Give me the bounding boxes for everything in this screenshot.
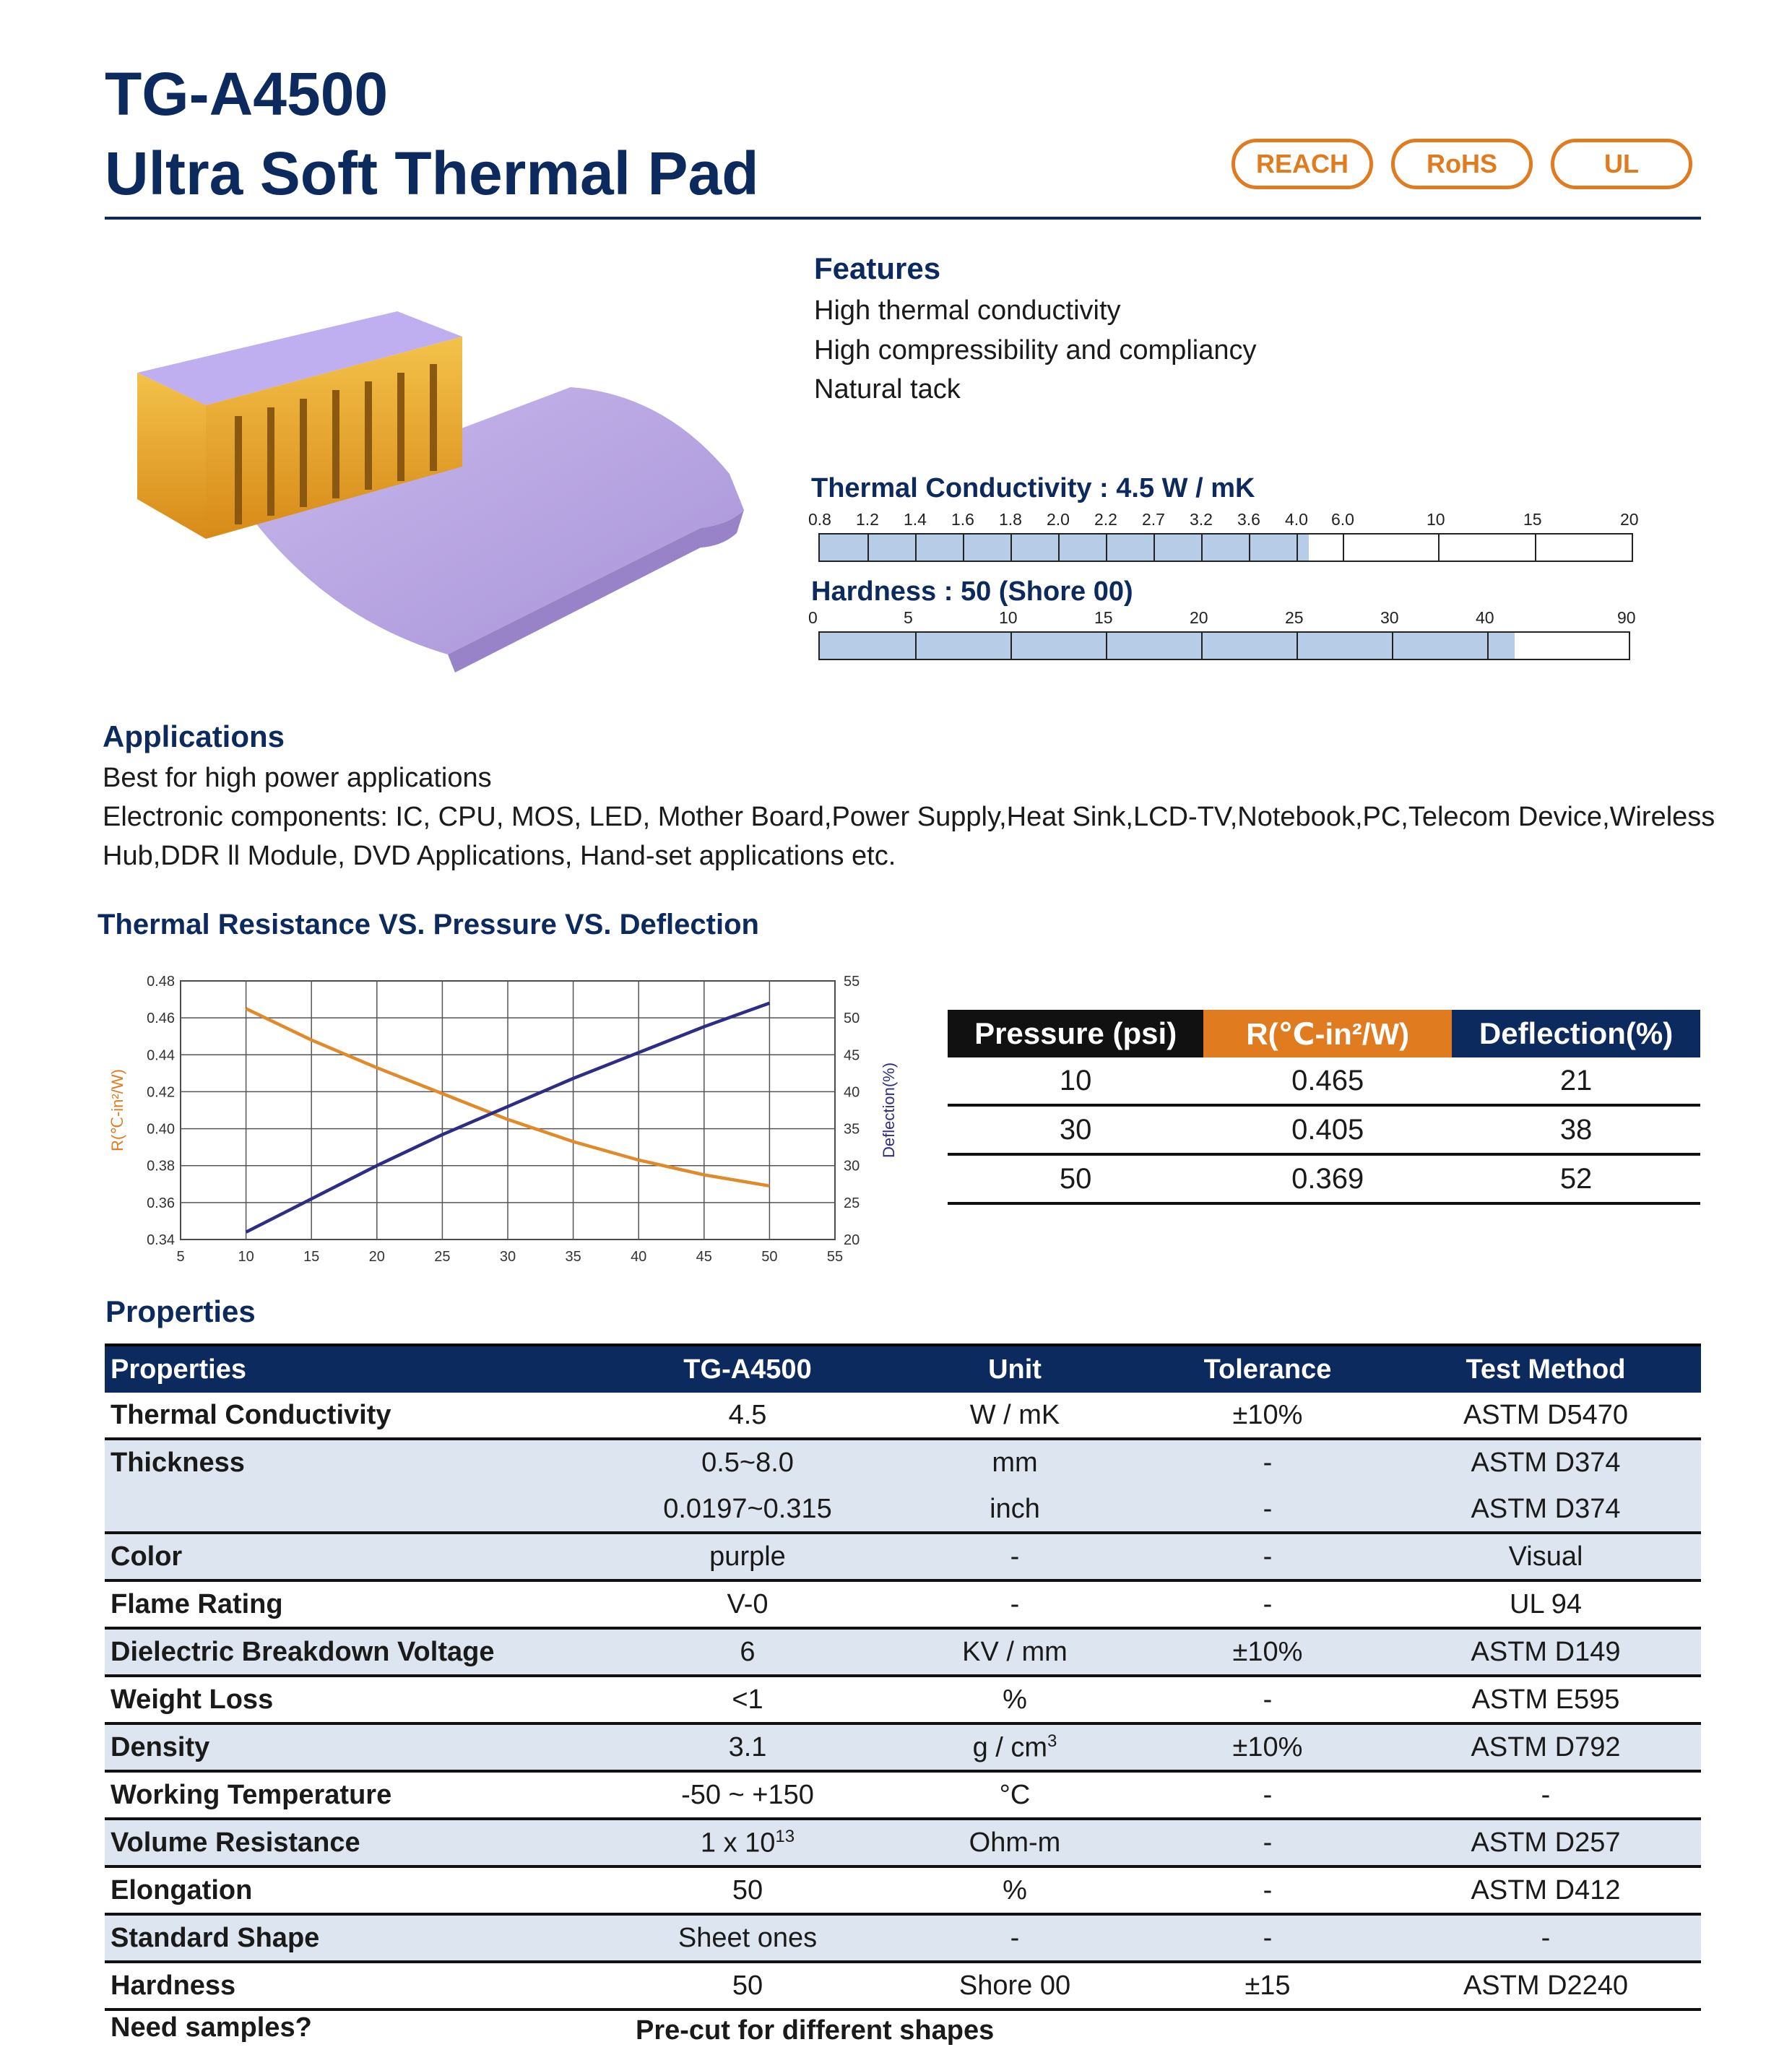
test-method: UL 94 [1510, 1588, 1582, 1619]
test-method-cell [1390, 1393, 1701, 1439]
property-name-cell [105, 1676, 610, 1723]
scale-tick-label: 2.7 [1142, 510, 1165, 529]
bar-tick [1297, 633, 1298, 659]
table-row [105, 1486, 1701, 1533]
tolerance-cell [1145, 1439, 1390, 1486]
model-value-cell [610, 1914, 885, 1962]
deflection-cell: 21 [1452, 1057, 1700, 1105]
model-value: Sheet ones [678, 1922, 818, 1953]
tolerance: - [1263, 1874, 1273, 1905]
resistance-header: R(℃-in²/W) [1203, 1010, 1452, 1057]
test-method-cell [1390, 1676, 1701, 1723]
y-tick-label: 0.44 [147, 1047, 175, 1064]
scale-tick-label: 0.8 [808, 510, 831, 529]
unit: W / mK [969, 1399, 1060, 1430]
feature-item: Natural tack [814, 374, 961, 404]
unit: °C [999, 1779, 1031, 1810]
test-method: ASTM E595 [1471, 1684, 1620, 1715]
model-value-cell [610, 1962, 885, 2009]
model-value-cell [610, 1393, 885, 1439]
y2-tick-label: 35 [844, 1121, 860, 1138]
scale-tick-label: 15 [1094, 608, 1113, 627]
tolerance-cell [1145, 1723, 1390, 1771]
scale-tick-label: 5 [904, 608, 913, 627]
thermal-conductivity-label: Thermal Conductivity : 4.5 W / mK [811, 473, 1255, 503]
x-tick-label: 10 [238, 1249, 254, 1265]
model-value: -50 ~ +150 [681, 1779, 814, 1810]
tolerance: ±10% [1232, 1399, 1303, 1430]
x-tick-label: 25 [434, 1249, 451, 1265]
thermal-resistance-chart [101, 968, 910, 1271]
pressure-header: Pressure (psi) [948, 1010, 1203, 1057]
y-tick-label: 0.34 [147, 1232, 175, 1248]
model-value-cell [610, 1628, 885, 1676]
test-method: - [1541, 1922, 1551, 1953]
model-value-cell [610, 1866, 885, 1914]
scale-tick-label: 1.2 [856, 510, 879, 529]
property-name: Volume Resistance [111, 1827, 360, 1858]
test-method-cell [1390, 1771, 1701, 1819]
model-value: 50 [732, 1970, 763, 2001]
tolerance-cell [1145, 1962, 1390, 2009]
unit-cell [885, 1866, 1145, 1914]
x-tick-label: 30 [499, 1249, 516, 1265]
scale-tick-label: 1.6 [951, 510, 974, 529]
tolerance-cell [1145, 1676, 1390, 1723]
property-name-cell [105, 1819, 610, 1866]
chart-section-title: Thermal Resistance VS. Pressure VS. Deflection [98, 909, 759, 940]
test-method-cell [1390, 1486, 1701, 1533]
property-name: Standard Shape [111, 1922, 320, 1953]
y2-tick-label: 55 [844, 974, 860, 990]
y2-tick-label: 45 [844, 1047, 860, 1064]
hardness-bar [818, 631, 1630, 660]
unit-cell [885, 1819, 1145, 1866]
pressure-cell: 50 [948, 1154, 1203, 1203]
tolerance: - [1263, 1684, 1273, 1715]
volume-superscript: 13 [775, 1826, 795, 1846]
props-header-model: TG-A4500 [610, 1345, 885, 1393]
unit-cell [885, 1533, 1145, 1580]
unit: Shore 00 [958, 1970, 1071, 2001]
props-header-test-method: Test Method [1390, 1345, 1701, 1393]
product-name: Ultra Soft Thermal Pad [105, 139, 759, 207]
model-value: 0.5~8.0 [701, 1447, 794, 1478]
tolerance-cell [1145, 1866, 1390, 1914]
unit-cell [885, 1486, 1145, 1533]
hardness-label: Hardness : 50 (Shore 00) [811, 576, 1133, 607]
x-tick-label: 15 [303, 1249, 320, 1265]
unit-cell [885, 1771, 1145, 1819]
y2-axis-label: Deflection(%) [880, 1062, 898, 1159]
thermal-conductivity-bar [818, 533, 1633, 562]
props-header-unit: Unit [885, 1345, 1145, 1393]
bar-tick [1487, 633, 1489, 659]
tolerance: - [1263, 1493, 1273, 1524]
unit: Ohm-m [969, 1827, 1061, 1858]
table-row [105, 1580, 1701, 1628]
table-row [948, 1057, 1700, 1105]
hardness-fill [820, 633, 1515, 659]
test-method: ASTM D374 [1471, 1493, 1621, 1524]
model-value: 3.1 [728, 1731, 767, 1762]
model-value: 0.0197~0.315 [663, 1493, 832, 1524]
test-method-cell [1390, 1628, 1701, 1676]
properties-table [105, 1344, 1701, 2011]
scale-tick-label: 20 [1620, 510, 1639, 529]
y2-tick-label: 30 [844, 1158, 860, 1174]
y2-tick-label: 20 [844, 1232, 860, 1248]
unit: g / cm [972, 1732, 1048, 1763]
test-method: ASTM D149 [1471, 1636, 1621, 1667]
test-method-cell [1390, 1819, 1701, 1866]
tolerance: ±10% [1232, 1731, 1303, 1762]
tolerance: - [1263, 1447, 1273, 1478]
test-method-cell [1390, 1962, 1701, 2009]
x-tick-label: 20 [368, 1249, 385, 1265]
property-name: Density [111, 1731, 210, 1762]
test-method-cell [1390, 1533, 1701, 1580]
test-method-cell [1390, 1439, 1701, 1486]
table-row [105, 1533, 1701, 1580]
property-name: Hardness [111, 1970, 236, 2001]
tolerance: - [1263, 1779, 1273, 1810]
scale-tick-label: 6.0 [1331, 510, 1354, 529]
model-value: purple [709, 1541, 786, 1572]
model-value-cell [610, 1676, 885, 1723]
test-method: ASTM D257 [1471, 1827, 1621, 1858]
unit-cell [885, 1580, 1145, 1628]
property-name-cell [105, 1771, 610, 1819]
deflection-cell: 38 [1452, 1105, 1700, 1154]
bar-tick [1201, 535, 1203, 561]
test-method: ASTM D2240 [1463, 1970, 1629, 2001]
product-photo [108, 250, 780, 673]
table-row [105, 1676, 1701, 1723]
bar-tick [915, 535, 917, 561]
table-row [105, 1914, 1701, 1962]
property-name-cell [105, 1914, 610, 1962]
table-row [105, 1771, 1701, 1819]
scale-tick-label: 1.8 [999, 510, 1022, 529]
x-tick-label: 45 [696, 1249, 712, 1265]
tolerance-cell [1145, 1486, 1390, 1533]
product-model: TG-A4500 [105, 60, 389, 128]
model-value-cell [610, 1533, 885, 1580]
unit-cell [885, 1628, 1145, 1676]
scale-tick-label: 2.0 [1047, 510, 1070, 529]
test-method-cell [1390, 1866, 1701, 1914]
property-name-cell [105, 1393, 610, 1439]
unit: inch [990, 1493, 1040, 1524]
test-method: - [1541, 1779, 1551, 1810]
scale-tick-label: 1.4 [904, 510, 927, 529]
scale-tick-label: 3.2 [1190, 510, 1213, 529]
pressure-cell: 10 [948, 1057, 1203, 1105]
unit: % [1003, 1874, 1027, 1905]
scale-tick-label: 20 [1190, 608, 1208, 627]
model-value-cell [610, 1580, 885, 1628]
bar-tick [1297, 535, 1298, 561]
feature-item: High compressibility and compliancy [814, 335, 1257, 365]
test-method-cell [1390, 1723, 1701, 1771]
table-row [948, 1105, 1700, 1154]
x-tick-label: 50 [761, 1249, 778, 1265]
deflection-cell: 52 [1452, 1154, 1700, 1203]
tolerance-cell [1145, 1819, 1390, 1866]
tolerance-cell [1145, 1533, 1390, 1580]
resistance-cell: 0.465 [1203, 1057, 1452, 1105]
test-method: Visual [1508, 1541, 1583, 1572]
thermal-conductivity-fill [820, 535, 1309, 561]
model-value: 6 [740, 1636, 756, 1667]
applications-line: Hub,DDR ll Module, DVD Applications, Hand-set applications etc. [103, 841, 896, 871]
bar-tick [1010, 535, 1012, 561]
scale-tick-label: 0 [808, 608, 818, 627]
bar-tick [1153, 535, 1155, 561]
bar-tick [1392, 633, 1393, 659]
bar-tick [1058, 535, 1060, 561]
model-value: V-0 [727, 1588, 769, 1619]
unit: % [1003, 1684, 1027, 1715]
model-value: 1 x 10 [700, 1827, 776, 1859]
unit-cell [885, 1393, 1145, 1439]
tolerance-cell [1145, 1914, 1390, 1962]
bar-tick [1106, 535, 1107, 561]
bar-tick [1249, 535, 1250, 561]
table-row [105, 1819, 1701, 1866]
model-value-cell [610, 1723, 885, 1771]
need-samples: Need samples? [111, 2012, 312, 2043]
y-tick-label: 0.40 [147, 1121, 175, 1138]
tolerance: - [1263, 1827, 1273, 1858]
tolerance: ±10% [1232, 1636, 1303, 1667]
y-tick-label: 0.42 [147, 1084, 175, 1101]
table-row [105, 1723, 1701, 1771]
badge-reach: REACH [1232, 139, 1373, 189]
tolerance-cell [1145, 1393, 1390, 1439]
tolerance: - [1263, 1588, 1273, 1619]
model-value-cell [610, 1771, 885, 1819]
bar-tick [1438, 535, 1440, 561]
bar-tick [1201, 633, 1203, 659]
property-name: Thickness [111, 1447, 245, 1478]
tolerance: - [1263, 1541, 1273, 1572]
model-value: 50 [732, 1874, 763, 1905]
bar-tick [1106, 633, 1107, 659]
y-tick-label: 0.36 [147, 1195, 175, 1211]
tolerance-cell [1145, 1628, 1390, 1676]
property-name-cell [105, 1439, 610, 1486]
props-header-properties: Properties [105, 1345, 610, 1393]
test-method: ASTM D412 [1471, 1874, 1621, 1905]
test-method: ASTM D792 [1471, 1731, 1621, 1762]
property-name-cell [105, 1628, 610, 1676]
tolerance-cell [1145, 1771, 1390, 1819]
model-value-cell [610, 1819, 885, 1866]
scale-tick-label: 90 [1617, 608, 1636, 627]
features-title: Features [814, 251, 941, 285]
x-tick-label: 35 [565, 1249, 581, 1265]
table-row [105, 1962, 1701, 2009]
model-value: 4.5 [728, 1399, 767, 1430]
feature-item: High thermal conductivity [814, 295, 1121, 326]
property-name: Working Temperature [111, 1779, 392, 1810]
test-method: ASTM D374 [1471, 1447, 1621, 1478]
pressure-cell: 30 [948, 1105, 1203, 1154]
unit-cell [885, 1914, 1145, 1962]
y2-tick-label: 25 [844, 1195, 860, 1211]
density-superscript: 3 [1047, 1731, 1057, 1751]
unit: mm [992, 1447, 1038, 1478]
test-method: ASTM D5470 [1463, 1399, 1629, 1430]
property-name-cell [105, 1866, 610, 1914]
scale-tick-label: 30 [1380, 608, 1399, 627]
property-name: Flame Rating [111, 1588, 283, 1619]
x-tick-label: 5 [176, 1249, 185, 1265]
pressure-table [948, 1010, 1700, 1205]
property-name: Dielectric Breakdown Voltage [111, 1636, 495, 1667]
x-tick-label: 40 [631, 1249, 647, 1265]
applications-line: Electronic components: IC, CPU, MOS, LED, Mother Board,Power Supply,Heat Sink,LCD-TV,Notebook,PC,Telecom Device,Wireless [103, 802, 1715, 832]
precut-note: Pre-cut for different shapes [636, 2015, 995, 2046]
property-name: Thermal Conductivity [111, 1399, 391, 1430]
unit-cell [885, 1723, 1145, 1771]
y-tick-label: 0.48 [147, 974, 175, 990]
bar-tick [915, 633, 917, 659]
table-row [105, 1393, 1701, 1439]
unit-cell [885, 1962, 1145, 2009]
unit: - [1010, 1541, 1020, 1572]
table-row [105, 1866, 1701, 1914]
unit: KV / mm [962, 1636, 1068, 1667]
scale-tick-label: 40 [1476, 608, 1494, 627]
unit-cell [885, 1676, 1145, 1723]
props-header-tolerance: Tolerance [1145, 1345, 1390, 1393]
test-method-cell [1390, 1580, 1701, 1628]
resistance-cell: 0.369 [1203, 1154, 1452, 1203]
property-name: Elongation [111, 1874, 253, 1905]
model-value-cell [610, 1486, 885, 1533]
scale-tick-label: 3.6 [1237, 510, 1260, 529]
unit: - [1010, 1588, 1020, 1619]
property-name: Weight Loss [111, 1684, 274, 1715]
tolerance-cell [1145, 1580, 1390, 1628]
bar-tick [1343, 535, 1344, 561]
deflection-header: Deflection(%) [1452, 1010, 1700, 1057]
table-row [105, 1628, 1701, 1676]
property-name-cell [105, 1533, 610, 1580]
scale-tick-label: 4.0 [1285, 510, 1308, 529]
scale-tick-label: 15 [1523, 510, 1542, 529]
test-method-cell [1390, 1914, 1701, 1962]
applications-line: Best for high power applications [103, 763, 492, 793]
model-value: <1 [732, 1684, 763, 1715]
unit-cell [885, 1439, 1145, 1486]
property-name-cell [105, 1486, 610, 1533]
property-name: Color [111, 1541, 183, 1572]
table-row [105, 1439, 1701, 1486]
unit: - [1010, 1922, 1020, 1953]
y2-tick-label: 50 [844, 1011, 860, 1027]
bar-tick [963, 535, 964, 561]
header-divider [105, 217, 1701, 220]
applications-title: Applications [103, 719, 285, 753]
scale-tick-label: 10 [1427, 510, 1445, 529]
property-name-cell [105, 1962, 610, 2009]
properties-title: Properties [105, 1294, 256, 1328]
model-value-cell [610, 1439, 885, 1486]
bar-tick [1535, 535, 1536, 561]
y-tick-label: 0.46 [147, 1011, 175, 1027]
tolerance: - [1263, 1922, 1273, 1953]
scale-tick-label: 2.2 [1094, 510, 1117, 529]
property-name-cell [105, 1580, 610, 1628]
y2-tick-label: 40 [844, 1084, 860, 1101]
property-name-cell [105, 1723, 610, 1771]
bar-tick [867, 535, 869, 561]
resistance-cell: 0.405 [1203, 1105, 1452, 1154]
scale-tick-label: 10 [999, 608, 1018, 627]
scale-tick-label: 25 [1285, 608, 1304, 627]
tolerance: ±15 [1245, 1970, 1291, 2001]
badge-ul: UL [1551, 139, 1692, 189]
bar-tick [1010, 633, 1012, 659]
y-axis-label: R(℃-in²/W) [108, 1069, 126, 1151]
badge-rohs: RoHS [1391, 139, 1533, 189]
x-tick-label: 55 [826, 1249, 844, 1265]
y-tick-label: 0.38 [147, 1158, 175, 1174]
table-row [948, 1154, 1700, 1203]
